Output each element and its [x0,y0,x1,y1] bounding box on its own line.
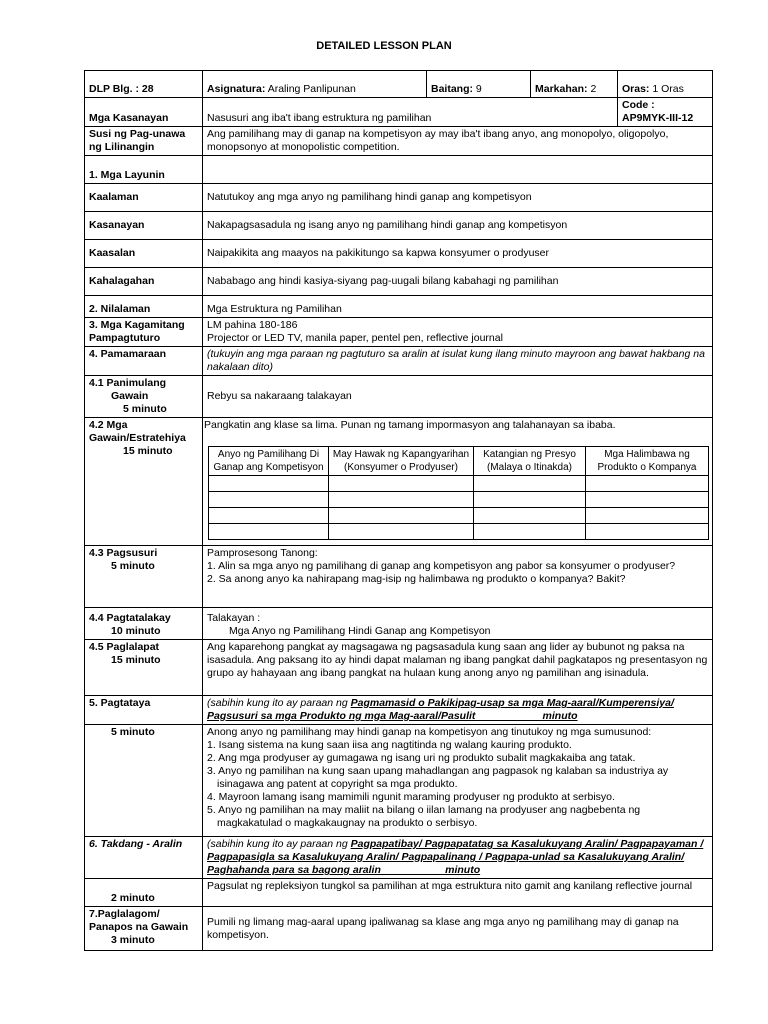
table-cell[interactable] [586,492,709,508]
analysis-value-cell [203,546,713,608]
dlp-number: DLP Blg. : 28 [89,83,154,95]
activity-table-row [209,492,709,508]
evaluation-note [203,696,713,725]
table-cell[interactable] [329,524,474,540]
intro-minutes: 5 minuto [123,403,167,415]
objectives-value [203,156,713,184]
grade-value: 9 [475,83,482,95]
time-value: 1 Oras [652,83,684,95]
lesson-plan-table [84,70,713,951]
application-value: Ang kaparehong pangkat ay magsagawa ng pagsasadula kung saan ang lider ay bubunot ng paksa na isasadula. Ang paksang ito ay hindi dapat malaman ng ibang pangkat dahil pagkatapos ng presentasyon ng grupo ay hahayaan ang ibang pangkat na hulaan kung anong anyo ng pamilihan ang isinadula. [203,640,713,696]
activity-value-cell [203,418,713,546]
analysis-label-cell [85,546,203,608]
key-understanding-label-1: Susi ng Pag-unawa [89,128,186,140]
materials-label-2: Pampagtuturo [89,332,161,344]
application-minutes: 15 minuto [111,654,161,666]
knowledge-label: Kaalaman [85,184,203,212]
assignment-minutes: 2 minuto [111,892,155,904]
assignment-value: Pagsulat ng repleksiyon tungkol sa pamilihan at mga estruktura nito gamit ang kanilang reflective journal [203,879,713,907]
evaluation-item-2: 2. Ang mga prodyuser ay gumagawa ng isang uri ng produkto subalit magkakaiba ang tatak. [207,752,636,764]
closing-minutes: 3 minuto [111,934,155,946]
activity-label-1: 4.2 Mga [89,419,128,431]
discussion-label: 4.4 Pagtatalakay [89,612,171,624]
table-cell[interactable] [329,476,474,492]
intro-label-cell [85,376,203,418]
activity-table-row [209,508,709,524]
table-cell[interactable] [209,524,329,540]
content-label: 2. Nilalaman [85,296,203,318]
materials-line-2: Projector or LED TV, manila paper, pentel pen, reflective journal [207,332,503,344]
values-value: Nababago ang hindi kasiya-siyang pag-uugali bilang kabahagi ng pamilihan [203,268,713,296]
key-understanding-label-cell [85,127,203,156]
analysis-question-1: 1. Alin sa mga anyo ng pamilihang di ganap ang kompetisyon ang pabor sa konsyumer o prodyuser? [207,560,676,572]
table-cell[interactable] [586,524,709,540]
code-cell [618,98,713,127]
assignment-label: 6. Takdang - Aralin [85,837,203,879]
table-cell[interactable] [329,492,474,508]
procedure-label: 4. Pamamaraan [85,347,203,376]
assignment-note-methods: Pagpapatibay/ Pagpapatatag sa Kasalukuyang Aralin/ Pagpapayaman / Pagpapasigla sa Kasalukuyang Aralin/ Pagpapalinang / Pagpapa-unlad sa Kasalukuyang Aralin/ Paghahanda para sa bagong aralin___________minuto [207,838,704,876]
objectives-label: 1. Mga Layunin [85,156,203,184]
intro-label-1: 4.1 Panimulang [89,377,167,389]
analysis-minutes: 5 minuto [111,560,155,572]
quarter-label: Markahan: [535,83,588,95]
table-cell[interactable] [209,492,329,508]
activity-label-2: Gawain/Estratehiya [89,432,186,444]
time-cell [618,71,713,98]
evaluation-item-1: 1. Isang sistema na kung saan iisa ang nagtitinda ng walang kauring produkto. [207,739,572,751]
evaluation-item-4: 4. Mayroon lamang isang mamimili ngunit maraming prodyuser ng produkto at serbisyo. [207,791,615,803]
quarter-cell [531,71,618,98]
intro-value: Rebyu sa nakaraang talakayan [203,376,713,418]
discussion-value-cell [203,608,713,640]
content-value: Mga Estruktura ng Pamilihan [203,296,713,318]
grade-label: Baitang: [431,83,473,95]
evaluation-value-cell [203,725,713,837]
assignment-note-prefix: (sabihin kung ito ay paraan ng [207,838,351,850]
evaluation-label: 5. Pagtataya [85,696,203,725]
discussion-minutes: 10 minuto [111,625,161,637]
activity-table [208,446,709,540]
table-cell[interactable] [209,476,329,492]
evaluation-minutes: 5 minuto [111,726,155,738]
key-understanding-label-2: ng Lilinangin [89,141,155,153]
application-label: 4.5 Paglalapat [89,641,160,653]
subject-value: Araling Panlipunan [267,83,356,95]
activity-table-header-1: Anyo ng Pamilihang Di Ganap ang Kompetisyon [209,447,329,476]
dlp-number-cell [85,71,203,98]
closing-value: Pumili ng limang mag-aaral upang ipaliwanag sa klase ang mga anyo ng pamilihang may di ganap na kompetisyon. [203,907,713,951]
activity-instruction: Pangkatin ang klase sa lima. Punan ng tamang impormasyon ang talahanayan sa ibaba. [204,419,616,431]
evaluation-note-prefix: (sabihin kung ito ay paraan ng [207,697,351,709]
assignment-note [203,837,713,879]
competency-label: Mga Kasanayan [85,98,203,127]
analysis-heading: Pamprosesong Tanong: [207,547,318,559]
grade-cell [427,71,531,98]
evaluation-minutes-cell [85,725,203,837]
table-cell[interactable] [586,476,709,492]
document-title: DETAILED LESSON PLAN [316,40,452,52]
table-cell[interactable] [474,524,586,540]
attitude-value: Naipakikita ang maayos na pakikitungo sa kapwa konsyumer o prodyuser [203,240,713,268]
evaluation-intro: Anong anyo ng pamilihang may hindi ganap na kompetisyon ang tinutukoy ng mga sumusunod: [207,726,652,738]
table-cell[interactable] [586,508,709,524]
analysis-label: 4.3 Pagsusuri [89,547,158,559]
analysis-question-2: 2. Sa anong anyo ka nahirapang mag-isip ng halimbawa ng produkto o kompanya? Bakit? [207,573,626,585]
activity-minutes: 15 minuto [123,445,173,457]
competency-value: Nasusuri ang iba't ibang estruktura ng pamilihan [203,98,618,127]
materials-label-cell [85,318,203,347]
materials-value-cell [203,318,713,347]
values-label: Kahalagahan [85,268,203,296]
evaluation-item-5: 5. Anyo ng pamilihan na may maliit na bilang o iilan lamang na prodyuser ang nagbebenta ng magkakatulad o magkakaugnay na produkto o serbisyo. [207,804,641,829]
discussion-label-cell [85,608,203,640]
activity-label-cell [85,418,203,546]
table-cell[interactable] [474,476,586,492]
closing-label-cell [85,907,203,951]
activity-table-header-3: Katangian ng Presyo (Malaya o Itinakda) [474,447,586,476]
procedure-note: (tukuyin ang mga paraan ng pagtuturo sa aralin at isulat kung ilang minuto mayroon ang bawat hakbang na nakalaan dito) [203,347,713,376]
table-cell[interactable] [209,508,329,524]
application-label-cell [85,640,203,696]
discussion-topic: Mga Anyo ng Pamilihang Hindi Ganap ang Kompetisyon [229,625,491,637]
activity-table-header-2: May Hawak ng Kapangyarihan (Konsyumer o Prodyuser) [329,447,474,476]
table-cell[interactable] [474,492,586,508]
skills-value: Nakapagsasadula ng isang anyo ng pamilihang hindi ganap ang kompetisyon [203,212,713,240]
time-label: Oras: [622,83,650,95]
subject-cell [203,71,427,98]
materials-line-1: LM pahina 180-186 [207,319,298,331]
skills-label: Kasanayan [85,212,203,240]
subject-label: Asignatura: [207,83,266,95]
table-cell[interactable] [474,508,586,524]
activity-table-header-4: Mga Halimbawa ng Produkto o Kompanya [586,447,709,476]
code-value: AP9MYK-III-12 [622,112,694,124]
closing-label-2: Panapos na Gawain [89,921,189,933]
assignment-minutes-cell [85,879,203,907]
intro-label-2: Gawain [111,390,149,402]
knowledge-value: Natutukoy ang mga anyo ng pamilihang hindi ganap ang kompetisyon [203,184,713,212]
activity-table-row [209,524,709,540]
materials-label-1: 3. Mga Kagamitang [89,319,185,331]
table-cell[interactable] [329,508,474,524]
activity-table-row [209,476,709,492]
evaluation-note-methods: Pagmamasid o Pakikipag-usap sa mga Mag-aaral/Kumperensiya/ Pagsusuri sa mga Produkto ng mga Mag-aaral/Pasulit ___________minuto [207,697,674,722]
code-label: Code : [622,99,655,111]
closing-label-1: 7.Paglalagom/ [89,908,160,920]
discussion-heading: Talakayan : [207,612,261,624]
key-understanding-value: Ang pamilihang may di ganap na kompetisyon ay may iba't ibang anyo, ang monopolyo, oligopolyo, monopsonyo at monopolistic competition. [203,127,713,156]
quarter-value: 2 [590,83,597,95]
attitude-label: Kaasalan [85,240,203,268]
evaluation-item-3: 3. Anyo ng pamilihan na kung saan upang mahadlangan ang pagpasok ng kalaban sa industriya ay isinagawa ang patent at copyright sa mga produkto. [207,765,669,790]
